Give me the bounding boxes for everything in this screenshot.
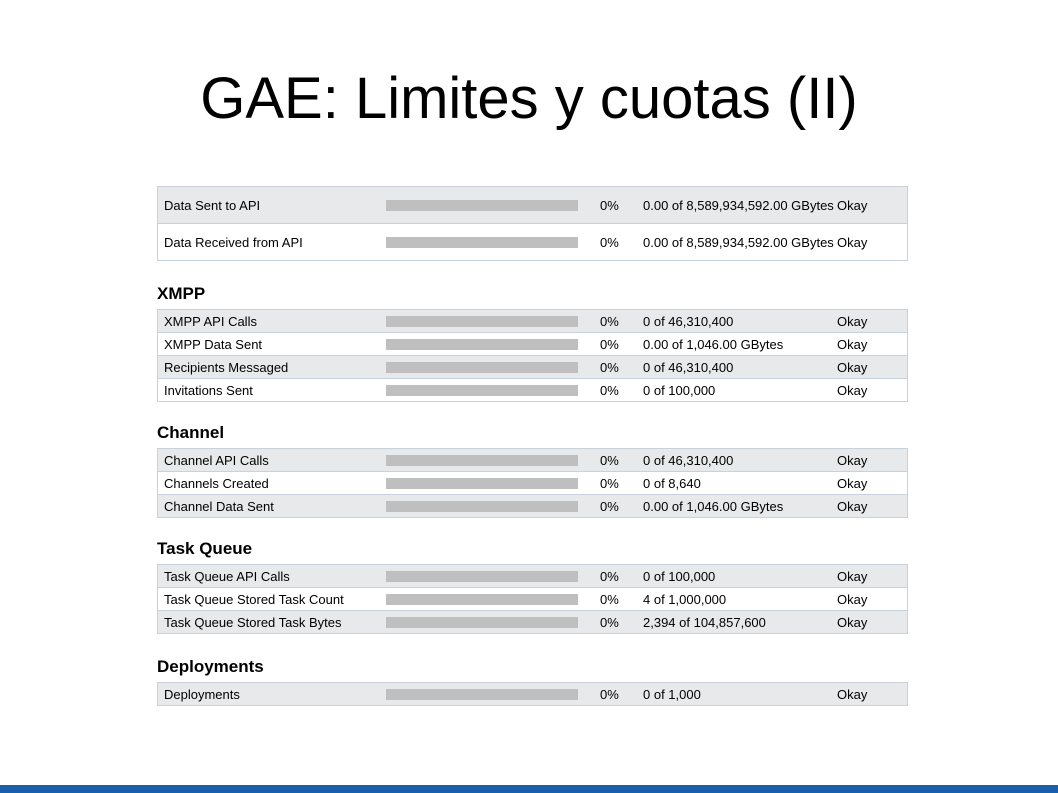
quota-table-xmpp (157, 309, 908, 402)
table-row (158, 472, 908, 495)
quota-name: Task Queue Stored Task Count (158, 588, 387, 611)
table-row (158, 379, 908, 402)
quota-percent: 0% (596, 449, 643, 472)
quota-usage: 0 of 1,000 (643, 683, 837, 706)
quota-table-api (157, 186, 908, 261)
usage-bar (386, 571, 578, 582)
usage-bar (386, 478, 578, 489)
section-heading-task-queue: Task Queue (157, 539, 253, 558)
quota-name: XMPP Data Sent (158, 333, 387, 356)
quota-usage: 0.00 of 1,046.00 GBytes (643, 495, 837, 518)
table-row (158, 187, 908, 224)
quota-status: Okay (837, 565, 908, 588)
section-heading-deployments: Deployments (157, 657, 264, 676)
quota-percent: 0% (596, 333, 643, 356)
usage-bar (386, 385, 578, 396)
quota-table-channel (157, 448, 908, 518)
quota-status: Okay (837, 187, 908, 224)
quota-name: Task Queue Stored Task Bytes (158, 611, 387, 634)
table-row (158, 588, 908, 611)
table-row (158, 683, 908, 706)
quota-percent: 0% (596, 310, 643, 333)
quota-table-task-queue (157, 564, 908, 634)
usage-bar (386, 237, 578, 248)
quota-status: Okay (837, 683, 908, 706)
quota-name: Task Queue API Calls (158, 565, 387, 588)
quota-usage: 2,394 of 104,857,600 (643, 611, 837, 634)
section-heading-xmpp: XMPP (157, 284, 206, 303)
quota-percent: 0% (596, 495, 643, 518)
quota-status: Okay (837, 495, 908, 518)
table-row (158, 611, 908, 634)
quota-status: Okay (837, 611, 908, 634)
quota-percent: 0% (596, 379, 643, 402)
quota-name: Channels Created (158, 472, 387, 495)
table-row (158, 310, 908, 333)
quota-content (157, 186, 903, 706)
quota-status: Okay (837, 472, 908, 495)
quota-status: Okay (837, 588, 908, 611)
table-row (158, 495, 908, 518)
quota-name: XMPP API Calls (158, 310, 387, 333)
usage-bar (386, 501, 578, 512)
quota-usage: 4 of 1,000,000 (643, 588, 837, 611)
usage-bar (386, 594, 578, 605)
quota-name: Channel API Calls (158, 449, 387, 472)
usage-bar (386, 200, 578, 211)
quota-percent: 0% (596, 611, 643, 634)
quota-name: Recipients Messaged (158, 356, 387, 379)
quota-name: Invitations Sent (158, 379, 387, 402)
slide-title: GAE: Limites y cuotas (II) (200, 66, 858, 131)
quota-percent: 0% (596, 187, 643, 224)
usage-bar (386, 617, 578, 628)
quota-percent: 0% (596, 565, 643, 588)
quota-name: Channel Data Sent (158, 495, 387, 518)
quota-usage: 0 of 8,640 (643, 472, 837, 495)
table-row (158, 356, 908, 379)
quota-usage: 0.00 of 8,589,934,592.00 GBytes (643, 187, 837, 224)
quota-usage: 0 of 100,000 (643, 379, 837, 402)
quota-name: Data Sent to API (158, 187, 387, 224)
quota-usage: 0 of 46,310,400 (643, 449, 837, 472)
quota-percent: 0% (596, 472, 643, 495)
usage-bar (386, 339, 578, 350)
footer-bar (0, 785, 1058, 793)
quota-percent: 0% (596, 356, 643, 379)
quota-status: Okay (837, 333, 908, 356)
quota-percent: 0% (596, 224, 643, 261)
quota-status: Okay (837, 449, 908, 472)
quota-status: Okay (837, 356, 908, 379)
table-row (158, 333, 908, 356)
quota-usage: 0 of 100,000 (643, 565, 837, 588)
usage-bar (386, 362, 578, 373)
quota-status: Okay (837, 310, 908, 333)
usage-bar (386, 689, 578, 700)
table-row (158, 224, 908, 261)
quota-table-deployments (157, 682, 908, 706)
quota-percent: 0% (596, 683, 643, 706)
quota-name: Deployments (158, 683, 387, 706)
quota-usage: 0.00 of 1,046.00 GBytes (643, 333, 837, 356)
table-row (158, 565, 908, 588)
usage-bar (386, 455, 578, 466)
table-row (158, 449, 908, 472)
quota-percent: 0% (596, 588, 643, 611)
quota-status: Okay (837, 224, 908, 261)
section-heading-channel: Channel (157, 423, 225, 442)
quota-status: Okay (837, 379, 908, 402)
quota-name: Data Received from API (158, 224, 387, 261)
quota-usage: 0.00 of 8,589,934,592.00 GBytes (643, 224, 837, 261)
quota-usage: 0 of 46,310,400 (643, 356, 837, 379)
quota-usage: 0 of 46,310,400 (643, 310, 837, 333)
usage-bar (386, 316, 578, 327)
